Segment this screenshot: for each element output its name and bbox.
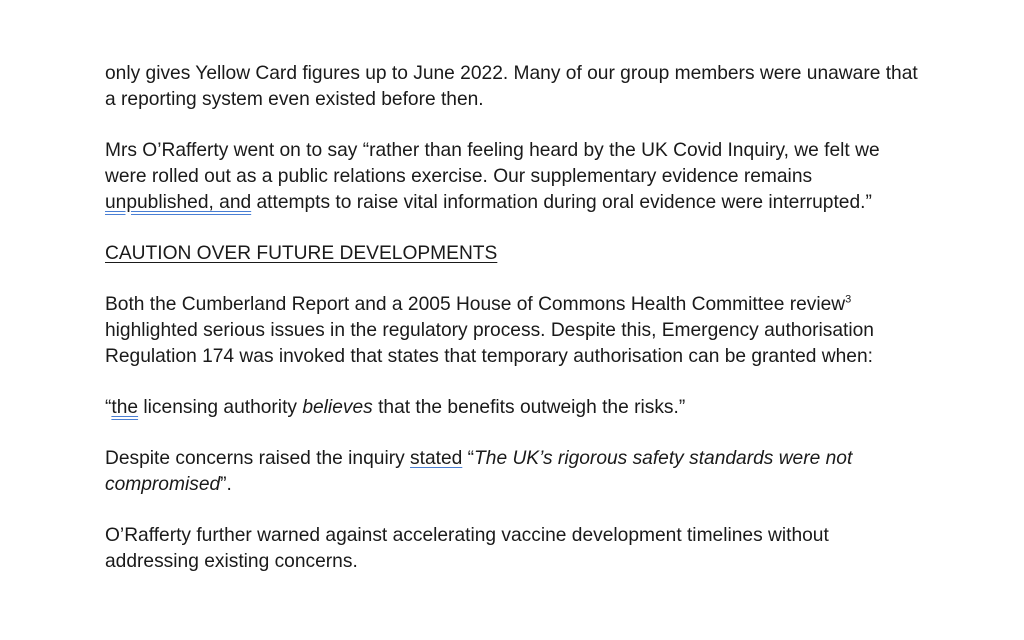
- paragraph-text-after: attempts to raise vital information during oral evidence were interrupted.”: [251, 192, 872, 213]
- paragraph-cumberland: [105, 292, 920, 370]
- section-heading: CAUTION OVER FUTURE DEVELOPMENTS: [105, 243, 498, 264]
- quote-italic: The UK’s rigorous safety standards were not compromised: [105, 448, 853, 495]
- quote-text-middle: licensing authority: [138, 397, 303, 418]
- grammar-flag-the[interactable]: the: [111, 397, 139, 418]
- grammar-flag-stated[interactable]: stated: [410, 448, 463, 469]
- quote-text-end: that the benefits outweigh the risks.”: [372, 397, 686, 418]
- paragraph-text: only gives Yellow Card figures up to June 2022. Many of our group members were unaware that a reporting system even existed before then.: [105, 63, 918, 110]
- open-quote: “: [462, 448, 475, 469]
- document-body: [105, 61, 920, 575]
- quote-italic: believes: [302, 397, 373, 418]
- paragraph-yellow-card: [105, 61, 920, 113]
- grammar-flag-unpublished[interactable]: unpublished, and: [105, 192, 252, 213]
- paragraph-inquiry-stated: [105, 446, 920, 498]
- paragraph-timelines-warning: [105, 523, 920, 575]
- paragraph-text: O’Rafferty further warned against accelerating vaccine development timelines without addressing existing concerns.: [105, 525, 829, 572]
- close-quote: ”.: [220, 474, 232, 495]
- paragraph-text-before: Mrs O’Rafferty went on to say “rather than feeling heard by the UK Covid Inquiry, we felt we were rolled out as a public relations exercise. Our supplementary evidence remains: [105, 140, 880, 187]
- paragraph-regulation-quote: [105, 395, 920, 421]
- open-quote: “: [105, 397, 112, 418]
- paragraph-rafferty-quote: [105, 138, 920, 216]
- paragraph-text-before: Both the Cumberland Report and a 2005 House of Commons Health Committee review: [105, 294, 846, 315]
- footnote-reference[interactable]: 3: [845, 293, 852, 306]
- paragraph-text-before: Despite concerns raised the inquiry: [105, 448, 411, 469]
- paragraph-text-after: highlighted serious issues in the regulatory process. Despite this, Emergency authorisation Regulation 174 was invoked that states that temporary authorisation can be granted when:: [105, 320, 874, 367]
